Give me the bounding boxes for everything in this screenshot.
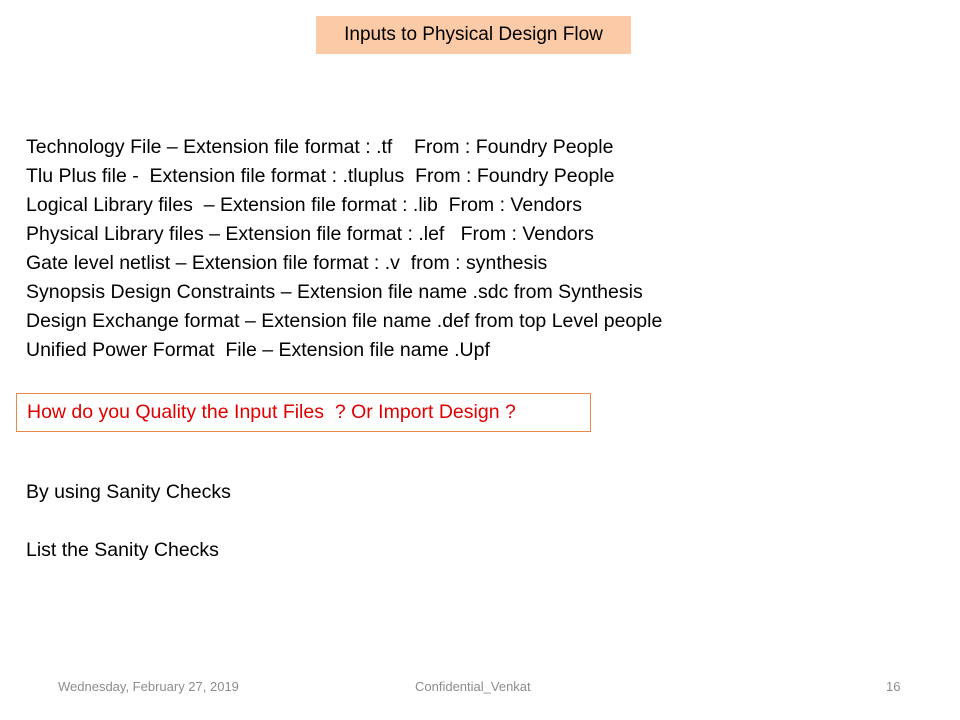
list-item: Synopsis Design Constraints – Extension file name .sdc from Synthesis [26, 281, 643, 303]
slide-title: Inputs to Physical Design Flow [316, 16, 631, 54]
footer-page-number: 16 [886, 679, 901, 694]
list-item: Technology File – Extension file format : .tf From : Foundry People [26, 136, 614, 158]
list-item: Design Exchange format – Extension file name .def from top Level people [26, 310, 663, 332]
sanity-list-heading: List the Sanity Checks [26, 539, 219, 561]
list-item: Gate level netlist – Extension file format : .v from : synthesis [26, 252, 548, 274]
list-item: Physical Library files – Extension file format : .lef From : Vendors [26, 223, 594, 245]
footer-confidential: Confidential_Venkat [415, 679, 531, 694]
list-item: Unified Power Format File – Extension file name .Upf [26, 339, 490, 361]
input-file-list [26, 133, 662, 365]
list-item: Logical Library files – Extension file format : .lib From : Vendors [26, 194, 582, 216]
list-item: Tlu Plus file - Extension file format : .tluplus From : Foundry People [26, 165, 615, 187]
question-callout: How do you Quality the Input Files ? Or Import Design ? [16, 393, 591, 432]
footer-date: Wednesday, February 27, 2019 [58, 679, 239, 694]
sanity-answer-text: By using Sanity Checks [26, 481, 231, 503]
